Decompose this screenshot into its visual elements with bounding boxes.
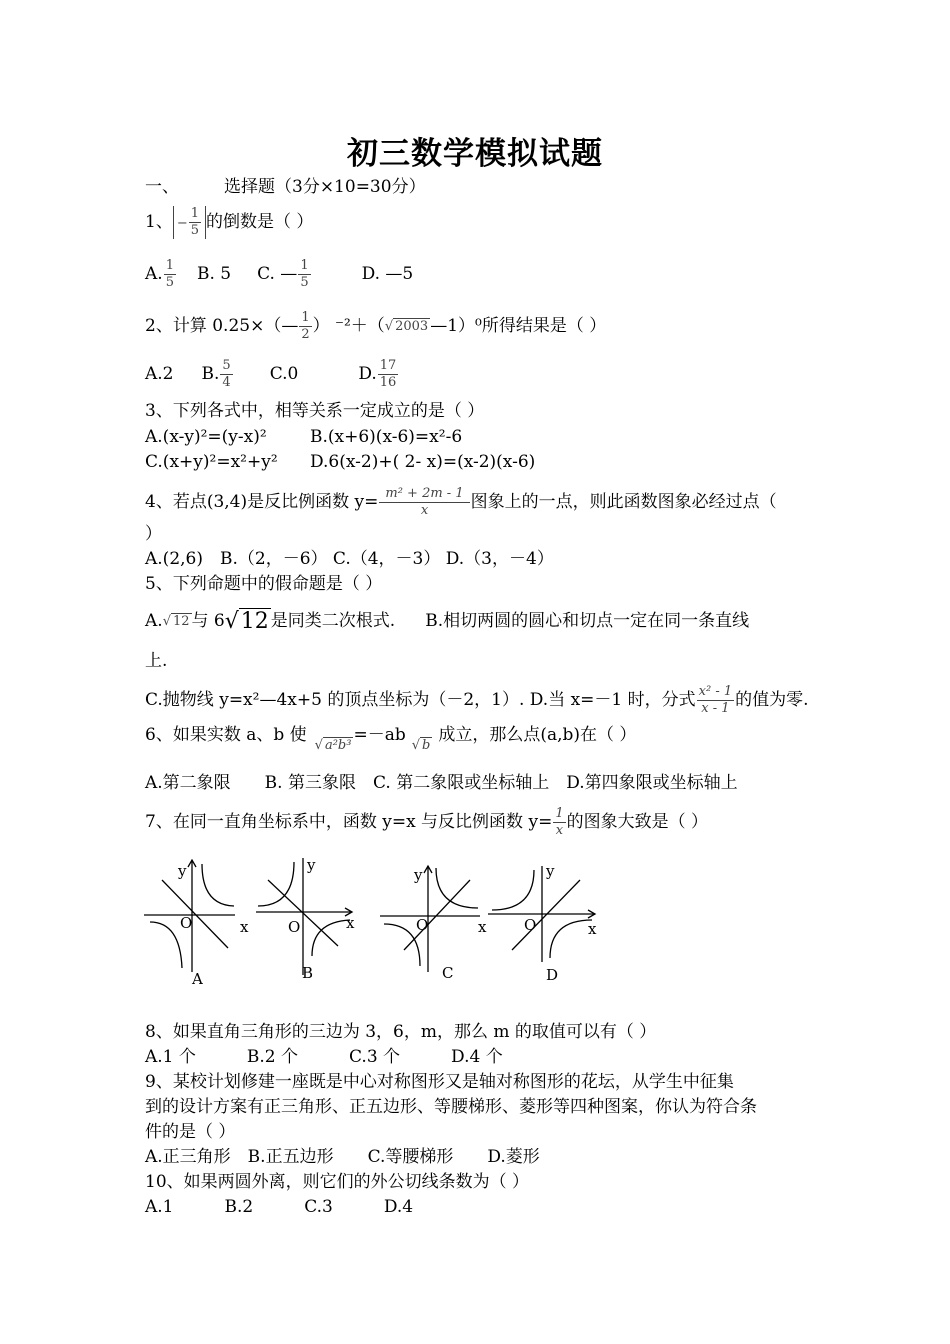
question-2 bbox=[145, 310, 606, 343]
q2-opt-b-den: 4 bbox=[222, 375, 231, 390]
graph-c-letter: C bbox=[442, 964, 454, 982]
q4-prefix: 4、若点(3,4)是反比例函数 y= bbox=[145, 492, 379, 512]
q5-mid: 与 6 bbox=[191, 611, 225, 631]
q2-opt-d-fraction bbox=[378, 358, 399, 391]
q5-opt-c: C.抛物线 y=x²—4x+5 的顶点坐标为（－2，1）. D.当 x=－1 时，分式 bbox=[145, 690, 696, 710]
q2-radicand: 2003 bbox=[395, 318, 429, 334]
q2-den: 2 bbox=[301, 327, 310, 342]
graph-d-letter: D bbox=[546, 966, 559, 984]
q7-graphs bbox=[140, 850, 610, 990]
graph-c-y-label: y bbox=[414, 866, 423, 884]
question-5: 5、下列命题中的假命题是（ ） bbox=[145, 574, 383, 594]
q6-rad1: a²b³ bbox=[324, 737, 352, 753]
q3-opt-a: A.(x-y)²=(y-x)² bbox=[145, 427, 267, 447]
q5-sqrt-1: √ 12 bbox=[162, 613, 190, 629]
q5-suffix: 是同类二次根式. bbox=[270, 611, 396, 631]
q1-opt-c: C. — bbox=[257, 264, 298, 284]
q1-minus: − bbox=[176, 216, 188, 231]
section-heading bbox=[145, 176, 426, 198]
question-4-cont: ） bbox=[145, 524, 162, 544]
q2-prefix: 2、计算 0.25×（— bbox=[145, 316, 299, 336]
q5-d-suffix: 的值为零. bbox=[735, 690, 809, 710]
q2-opt-c: C.0 bbox=[269, 364, 299, 384]
q2-num: 1 bbox=[301, 310, 310, 325]
q2-opt-b-num: 5 bbox=[222, 358, 231, 373]
graph-d-y-label: y bbox=[546, 862, 555, 880]
question-7 bbox=[145, 806, 708, 839]
question-10-options: A.1 B.2 C.3 D.4 bbox=[145, 1197, 414, 1217]
q4-num: m² + 2m - 1 bbox=[379, 486, 469, 503]
q7-num: 1 bbox=[555, 806, 564, 821]
question-4-options: A.(2,6) B.（2，－6） C.（4，－3） D.（3，－4） bbox=[145, 549, 554, 569]
q7-den: x bbox=[555, 823, 564, 838]
q2-mid: ） ⁻²＋（ bbox=[312, 316, 385, 336]
question-2-options bbox=[145, 358, 399, 391]
question-9-line-2: 到的设计方案有正三角形、正五边形、等腰梯形、菱形等四种图案，你认为符合条 bbox=[145, 1097, 757, 1117]
question-5-options-cd bbox=[145, 684, 809, 717]
q5-frac-num: x² - 1 bbox=[698, 684, 733, 699]
q5-fraction bbox=[697, 684, 734, 717]
q2-opt-b: B. bbox=[201, 364, 220, 384]
question-1 bbox=[145, 206, 313, 239]
question-3-options-ab bbox=[145, 426, 462, 448]
graph-a-letter: A bbox=[192, 970, 203, 988]
q6-prefix: 6、如果实数 a、b 使 bbox=[145, 725, 307, 745]
q1-opt-a-den: 5 bbox=[165, 275, 174, 290]
q1-opt-c-num: 1 bbox=[300, 258, 309, 273]
q7-suffix: 的图象大致是（ ） bbox=[566, 812, 708, 832]
q2-fraction bbox=[299, 310, 311, 343]
graph-b bbox=[256, 858, 352, 975]
question-3-options-cd bbox=[145, 451, 535, 473]
section-label: 选择题（3分×10=30分） bbox=[224, 177, 426, 197]
question-9-line-3: 件的是（ ） bbox=[145, 1122, 236, 1142]
q2-opt-d-den: 16 bbox=[379, 375, 397, 390]
q5-frac-den: x - 1 bbox=[701, 701, 730, 716]
q3-opt-d: D.6(x-2)+( 2- x)=(x-2)(x-6) bbox=[310, 452, 536, 472]
q1-fraction bbox=[189, 206, 201, 239]
question-9-line-1: 9、某校计划修建一座既是中心对称图形又是轴对称图形的花坛，从学生中征集 bbox=[145, 1072, 734, 1092]
q6-mid: =－ab bbox=[353, 725, 406, 745]
graph-d bbox=[488, 866, 595, 962]
q1-opt-c-den: 5 bbox=[300, 275, 309, 290]
graph-c bbox=[380, 866, 480, 972]
question-3: 3、下列各式中，相等关系一定成立的是（ ） bbox=[145, 401, 485, 421]
q6-suffix: 成立，那么点(a,b)在（ ） bbox=[438, 725, 637, 745]
q1-opt-d: D. —5 bbox=[361, 264, 414, 284]
q2-opt-a: A.2 bbox=[145, 364, 174, 384]
q4-den: x bbox=[420, 503, 429, 518]
q1-num: 1 bbox=[190, 206, 200, 221]
q1-opt-a-fraction bbox=[164, 258, 176, 291]
q2-sqrt: √ 2003 bbox=[384, 318, 429, 334]
question-4 bbox=[145, 486, 777, 519]
q3-opt-b: B.(x+6)(x-6)=x²-6 bbox=[310, 427, 463, 447]
q5-sqrt-2: √12 bbox=[224, 608, 269, 634]
q1-prefix: 1、 bbox=[145, 212, 173, 232]
q5-rad1: 12 bbox=[172, 613, 190, 629]
q3-opt-c: C.(x+y)²=x²+y² bbox=[145, 452, 278, 472]
graph-a-origin: O bbox=[180, 914, 193, 932]
graph-b-origin: O bbox=[288, 918, 301, 936]
graph-b-y-label: y bbox=[307, 856, 316, 874]
page-title: 初三数学模拟试题 bbox=[347, 136, 603, 172]
q4-suffix: 图象上的一点，则此函数图象必经过点（ bbox=[470, 492, 777, 512]
question-6 bbox=[145, 724, 637, 753]
q7-fraction bbox=[553, 806, 565, 839]
graph-c-origin: O bbox=[416, 916, 429, 934]
q2-opt-b-fraction bbox=[220, 358, 232, 391]
q1-opt-b: B. 5 bbox=[196, 264, 232, 284]
q2-opt-d: D. bbox=[358, 364, 377, 384]
graph-b-letter: B bbox=[302, 964, 314, 982]
graph-c-x-label: x bbox=[478, 918, 487, 936]
q6-sqrt-1: √ a²b³ bbox=[314, 737, 352, 753]
q2-opt-d-num: 17 bbox=[379, 358, 397, 373]
q1-opt-a-num: 1 bbox=[165, 258, 174, 273]
question-8-options: A.1 个 B.2 个 C.3 个 D.4 个 bbox=[145, 1047, 503, 1067]
question-5-options-ab bbox=[145, 610, 749, 633]
question-10: 10、如果两圆外离，则它们的外公切线条数为（ ） bbox=[145, 1172, 530, 1192]
question-8: 8、如果直角三角形的三边为 3，6，m，那么 m 的取值可以有（ ） bbox=[145, 1022, 657, 1042]
q2-suffix: —1）⁰所得结果是（ ） bbox=[430, 316, 607, 336]
q4-fraction bbox=[379, 486, 469, 519]
graph-b-x-label: x bbox=[346, 914, 355, 932]
q1-den: 5 bbox=[190, 223, 200, 238]
question-5-cont: 上. bbox=[145, 651, 168, 671]
question-9-options: A.正三角形 B.正五边形 C.等腰梯形 D.菱形 bbox=[145, 1147, 540, 1167]
graph-a-x-label: x bbox=[240, 918, 249, 936]
graph-d-x-label: x bbox=[588, 920, 597, 938]
q1-suffix: 的倒数是（ ） bbox=[206, 212, 314, 232]
q1-opt-c-fraction bbox=[298, 258, 310, 291]
q1-opt-a: A. bbox=[145, 264, 163, 284]
q5-opt-b: B.相切两圆的圆心和切点一定在同一条直线 bbox=[425, 611, 750, 631]
question-1-options bbox=[145, 258, 413, 291]
q1-absolute-value bbox=[173, 206, 206, 239]
q5-rad2: 12 bbox=[240, 608, 269, 634]
q6-rad2: b bbox=[422, 737, 431, 753]
section-number: 一、 bbox=[145, 177, 179, 197]
q7-prefix: 7、在同一直角坐标系中，函数 y=x 与反比例函数 y= bbox=[145, 812, 553, 832]
q5-opt-a: A. bbox=[145, 611, 163, 631]
graph-d-origin: O bbox=[524, 916, 537, 934]
q6-sqrt-2: √ b bbox=[411, 737, 431, 753]
question-6-options: A.第二象限 B. 第三象限 C. 第二象限或坐标轴上 D.第四象限或坐标轴上 bbox=[145, 773, 738, 793]
graph-a-y-label: y bbox=[178, 862, 187, 880]
